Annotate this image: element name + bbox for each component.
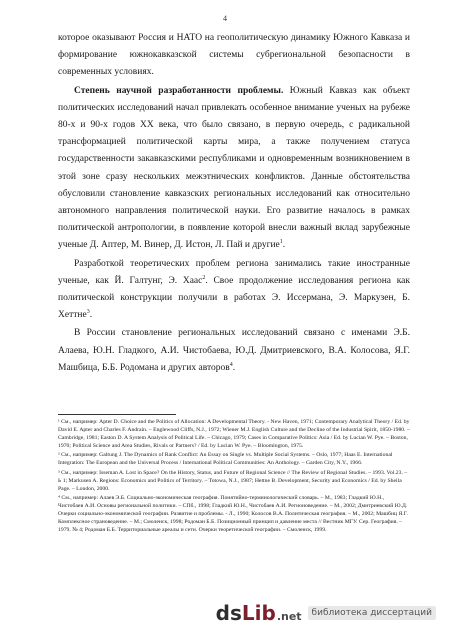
- logo-ds: ds: [215, 601, 242, 625]
- page-number: 4: [223, 14, 227, 23]
- paragraph-4: [58, 325, 410, 377]
- footnote-divider: [58, 414, 176, 415]
- paragraph-text: Южный Кавказ как объект политических исследований начал привлекать особенное внимание ученых на рубеже 80-х и 90-х годов XX века, что было связано, в первую очередь, с радикальной трансформацией политической карты мира, а также получением статуса государственности закавказскими республиками и одновременным возникновением в этой зоне сразу нескольких межэтнических конфликтов. Данные обстоятельства обусловили становление кавказских региональных исследований как относительно автономного направления политической науки. Его развитие началось в рамках политической антропологии, в появление которой внесли важный вклад зарубежные ученые Д. Аптер, М. Винер, Д. Истон, Л. Пай и другие: [58, 85, 410, 251]
- paragraph-1: [58, 30, 410, 82]
- paragraph-text: которое оказывают Россия и НАТО на геополитическую динамику Южного Кавказа и формирование южнокавказской системы субрегиональной безопасности в современных условиях.: [58, 33, 410, 78]
- logo-lib: Lib: [241, 601, 276, 625]
- paragraph-text: В России становление региональных исследований связано с именами Э.Б. Алаева, Ю.Н. Гладкого, А.И. Чистобаева, Ю.Д. Дмитриевского, В.А. Колосова, Я.Г. Машбица, Б.Б. Родомана и других авторов: [58, 328, 410, 373]
- paragraph-tail: .: [89, 310, 93, 321]
- footnote-4: ⁴ См., например: Алаев Э.Б. Социально-экономическая география. Понятийно-терминологический словарь. – М., 1983; Гладкий Ю.Н., Чистобаев А.И. Основы региональной политики. – СПб., 1998; Гладкий Ю.Н., Чистобаев А.И. Регионоведение. – М., 2002; Дмитриевский Ю.Д. Очерки социально-экономической географии. Развитие и проблемы. - Л., 1990; Колосов В.А. Политическая география. – М., 2002; Машбиц Я.Г. Комплексное страноведение. – М.; Смоленск, 1998; Родоман Б.Б. Позиционный принцип и давление места // Вестник МГУ. Сер. География. – 1979. № 4; Родоман Б.Б. Территориальные ареалы и сети. Очерки теоретической географии. – Смоленск, 1999.: [58, 494, 408, 534]
- paragraph-3: [58, 256, 410, 325]
- footnote-2: ² См., например: Galtung J. The Dynamics of Rank Conflict: An Essay on Single vs. Multiple Social Systems. – Oslo, 1977; Haas E. International Integration: The European and the Universal Process / International Political Communities: An Anthology. – Garden City, N.Y., 1966.: [58, 452, 393, 467]
- paragraph-tail: . Свое продолжение исследования региона как политической конструкции получили в работах Э. Иссермана, Э. Маркузен, Б. Хеттне: [58, 275, 410, 321]
- watermark: [216, 601, 436, 625]
- paragraph-tail: .: [282, 240, 286, 251]
- paragraph-2: [58, 83, 410, 255]
- logo-net: .net: [276, 610, 302, 623]
- footnote-ref[interactable]: 1: [279, 239, 283, 246]
- footnote-1: ¹ См., например: Apter D. Choice and the Politics of Allocation: A Developmental Theory. - New Haven, 1971; Contemporary Analytical Theory / Ed. by David E. Apter and Charles F. Andrain. – Englewood Cliffs, N.J., 1972; Wiener M.J. English Culture and the Decline of the Industrial Spirit, 1850-1980. – Cambridge, 1981; Easton D. A System Analysis of Political Life. – Chicago, 1979; Cases in Comparative Politics: Asia / Ed. by Lucian W. Pye. – Boston, 1970; Political Science and Area Studies, Rivals or Partners? / Ed. by Lucian W. Pye. – Bloomington, 1975.: [58, 419, 410, 450]
- paragraph-text: Разработкой теоретических проблем региона занимались такие иностранные ученые, как Й. Галтунг, Э. Хаас: [58, 258, 410, 286]
- footnote-ref[interactable]: 4: [229, 361, 233, 368]
- footnote-3: ³ См., например: Isseman A. Lost in Space? On the History, Status, and Future of Regional Science // The Review of Regional Studies. – 1993. Vol.23. – Ь 1; Markusen A. Regions: Economics and Politics of Territory. – Totowa, N.J., 1987; Hettne B. Development, Security and Economics / Ed. by Sheila Page. – London, 2000.: [58, 469, 408, 492]
- footnotes: [58, 418, 410, 535]
- paragraph-tail: .: [232, 362, 236, 373]
- body-text: [58, 30, 410, 377]
- dslib-logo: [216, 601, 302, 625]
- footnote-ref[interactable]: 3: [86, 309, 90, 316]
- watermark-tagline: библиотека диссертаций: [308, 606, 436, 620]
- section-heading: Степень научной разработанности проблемы.: [74, 85, 284, 96]
- footnote-ref[interactable]: 2: [202, 274, 206, 281]
